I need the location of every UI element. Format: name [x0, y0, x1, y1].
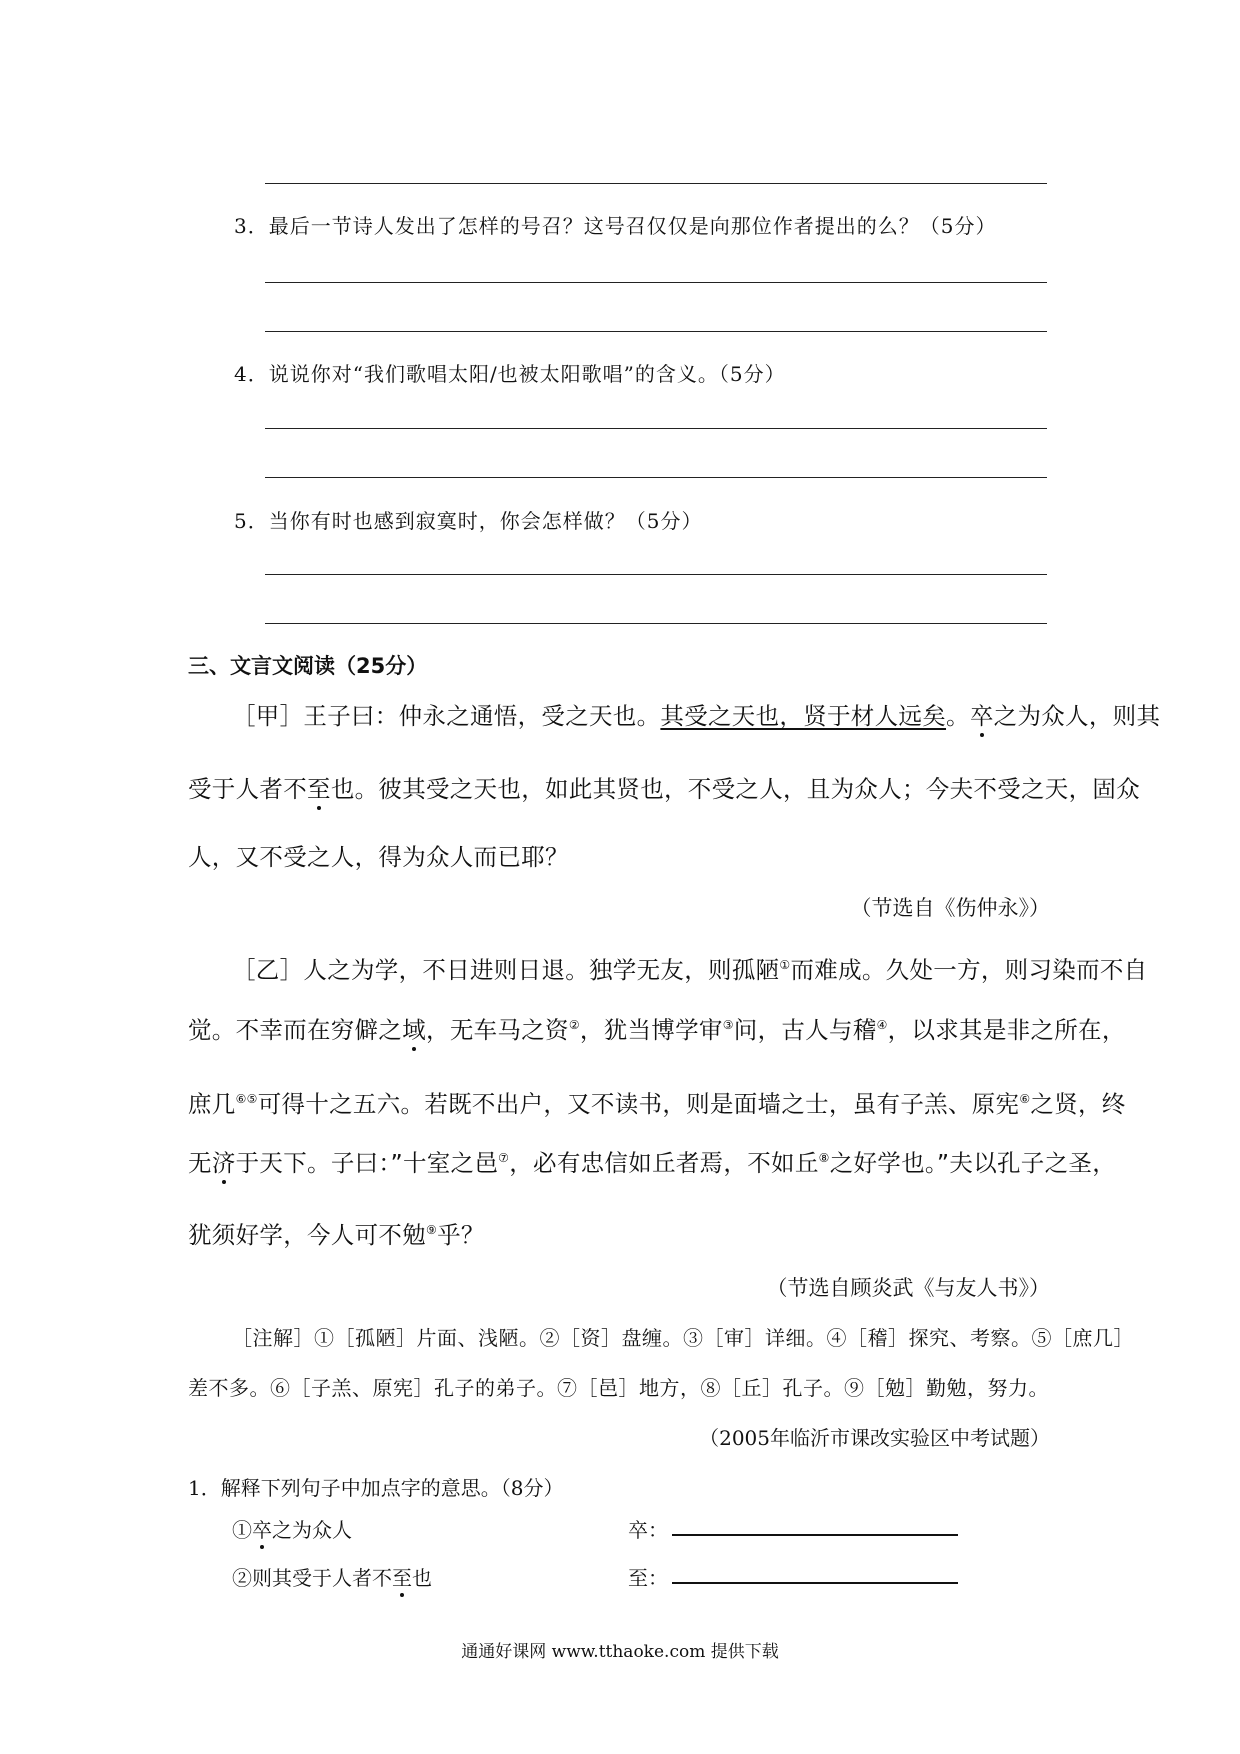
dotted-char: 至	[307, 775, 331, 803]
exam-source: （2005年临沂市课改实验区中考试题）	[699, 1426, 1050, 1450]
passage-yi-line: 无济于天下。子曰：”十室之邑⑦，必有忠信如丘者焉，不如丘⑧之好学也。”夫以孔子之圣，	[188, 1149, 1117, 1177]
section-title: 三、文言文阅读（25分）	[188, 654, 428, 678]
dotted-char: 济	[211, 1149, 236, 1177]
dotted-char: 至	[392, 1566, 412, 1590]
passage-jia-line: 人，又不受之人，得为众人而已耶？	[188, 843, 569, 871]
answer-line	[265, 428, 1047, 429]
passage-jia-line: ［甲］王子曰：仲永之通悟，受之天也。其受之天也，贤于材人远矣。卒之为众人，则其	[232, 702, 1161, 730]
answer-blank[interactable]	[672, 1582, 958, 1584]
underlined-sentence: 其受之天也，贤于材人远矣	[660, 702, 947, 730]
answer-line	[265, 623, 1047, 624]
passage-yi-line: 庶几⑥⑤可得十之五六。若既不出户，又不读书，则是面墙之士，虽有子羔、原宪⑥之贤，终	[188, 1090, 1126, 1118]
question-4: 4．说说你对“我们歌唱太阳/也被太阳歌唱”的含义。（5分）	[234, 362, 786, 386]
item-1-label: 卒：	[628, 1518, 668, 1542]
answer-line	[265, 331, 1047, 332]
passage-yi-line: 觉。不幸而在穷僻之域，无车马之资②，犹当博学审③问，古人与稽④，以求其是非之所在，	[188, 1016, 1126, 1044]
answer-line	[265, 183, 1047, 184]
passage-yi-line: ［乙］人之为学，不日进则日退。独学无友，则孤陋①而难成。久处一方，则习染而不自	[232, 956, 1148, 984]
source-citation: （节选自顾炎武《与友人书》）	[766, 1276, 1050, 1300]
passage-jia-line: 受于人者不至也。彼其受之天也，如此其贤也，不受之人，且为众人；今夫不受之天，固众	[188, 775, 1141, 803]
answer-line	[265, 477, 1047, 478]
annotation-line: ［注解］①［孤陋］片面、浅陋。②［资］盘缠。③［审］详细。④［稽］探究、考察。⑤［庶几］	[232, 1326, 1134, 1350]
page-footer: 通通好课网 www.tthaoke.com 提供下载	[461, 1642, 779, 1662]
item-1-sentence: ①卒之为众人	[232, 1518, 352, 1542]
dotted-char: 域	[402, 1016, 427, 1044]
answer-line	[265, 574, 1047, 575]
source-citation: （节选自《伤仲永》）	[850, 896, 1050, 920]
dotted-char: 卒	[252, 1518, 272, 1542]
item-2-sentence: ②则其受于人者不至也	[232, 1566, 432, 1590]
answer-blank[interactable]	[672, 1534, 958, 1536]
item-2-label: 至：	[628, 1566, 668, 1590]
question-1-prompt: 1．解释下列句子中加点字的意思。（8分）	[188, 1476, 564, 1500]
passage-yi-line: 犹须好学，今人可不勉⑨乎？	[188, 1221, 485, 1249]
question-5: 5．当你有时也感到寂寞时，你会怎样做？（5分）	[234, 509, 703, 533]
dotted-char: 卒	[969, 702, 994, 730]
annotation-line: 差不多。⑥［子羔、原宪］孔子的弟子。⑦［邑］地方，⑧［丘］孔子。⑨［勉］勤勉，努力。	[188, 1376, 1049, 1400]
answer-line	[265, 282, 1047, 283]
question-3: 3．最后一节诗人发出了怎样的号召？这号召仅仅是向那位作者提出的么？（5分）	[234, 214, 997, 238]
